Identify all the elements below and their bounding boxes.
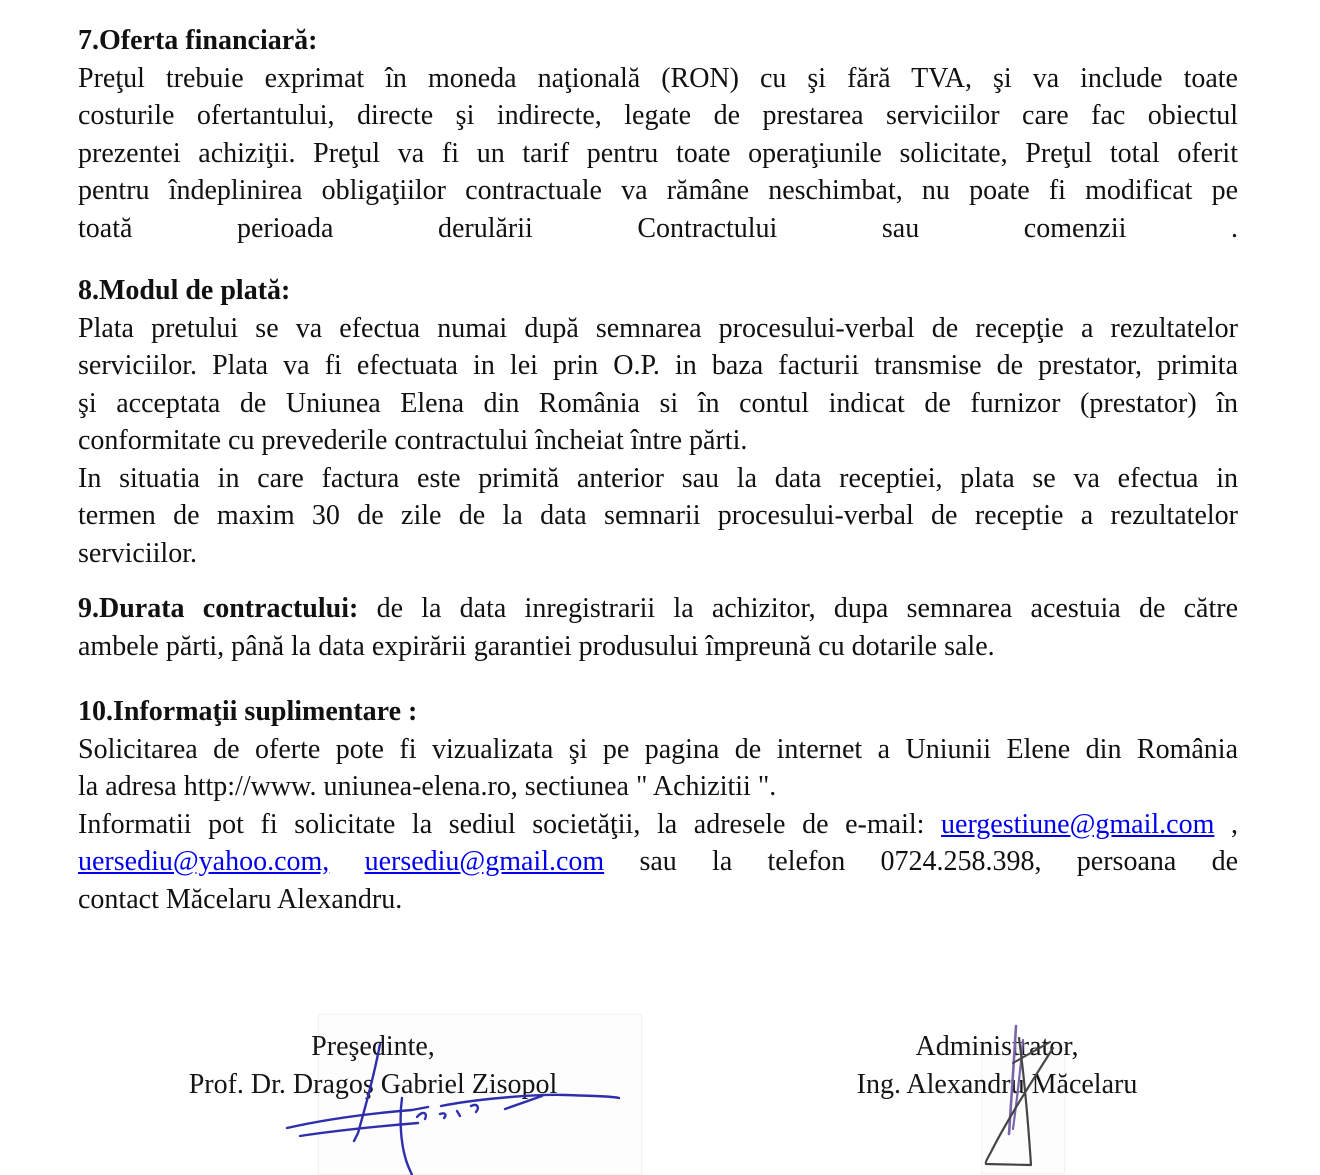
- text-run: sau la telefon 0724.258.398, persoana de: [604, 846, 1238, 877]
- text-line: serviciilor.: [78, 537, 197, 569]
- section-10-heading: 10.Informaţii suplimentare :: [78, 696, 418, 727]
- text-line: contact Măcelaru Alexandru.: [78, 883, 403, 915]
- section-contract-duration: [78, 590, 1238, 665]
- section-8-heading: 8.Modul de plată:: [78, 275, 291, 306]
- email-link-uergestiune[interactable]: uergestiune@gmail.com: [941, 808, 1215, 840]
- text-line: la adresa http://www. uniunea-elena.ro, sectiunea " Achizitii ".: [78, 771, 777, 802]
- text-line: pentru îndeplinirea obligaţiilor contractuale va rămâne neschimbat, nu poate fi modificat pe: [78, 175, 1238, 206]
- email-link-uersediu-yahoo[interactable]: uersediu@yahoo.com,: [78, 846, 330, 877]
- text-run: Informatii pot fi solicitate la sediul societăţii, la adresele de e-mail:: [78, 808, 942, 840]
- signature-block-president: [163, 1028, 583, 1104]
- section-financial-offer: [78, 22, 1238, 247]
- section-9-heading: 9.Durata contractului:: [78, 593, 359, 624]
- text-line: ambele părti, până la data expirării garantiei produsului împreună cu dotarile sale.: [78, 630, 995, 662]
- section-additional-info: [78, 693, 1238, 918]
- text-run: de la data inregistrarii la achizitor, dupa semnarea acestuia de către: [358, 593, 1238, 624]
- document-body: [78, 22, 1238, 918]
- text-line: toată perioada derulării Contractului sau comenzii .: [78, 212, 1238, 244]
- signature-name: Prof. Dr. Dragoş Gabriel Zisopol: [188, 1069, 558, 1100]
- text-line: prezentei achiziţii. Preţul va fi un tarif pentru toate operaţiunile solicitate, Preţul total oferit: [78, 137, 1238, 169]
- signature-block-administrator: [787, 1028, 1207, 1104]
- text-line: şi acceptata de Uniunea Elena din România si în contul indicat de furnizor (prestator) în: [78, 387, 1238, 419]
- text-line: Solicitarea de oferte pote fi vizualizata şi pe pagina de internet a Uniunii Elene din România: [78, 733, 1238, 765]
- signature-role: Preşedinte,: [311, 1031, 435, 1062]
- section-7-heading: 7.Oferta financiară:: [78, 25, 318, 56]
- section-payment-method: [78, 272, 1238, 572]
- text-run: ,: [1214, 808, 1238, 840]
- text-line: Preţul trebuie exprimat în moneda naţională (RON) cu şi fără TVA, şi va include toate: [78, 62, 1238, 94]
- text-line: [78, 806, 1238, 844]
- text-line: termen de maxim 30 de zile de la data semnarii procesului-verbal de receptie a rezultatelor: [78, 500, 1238, 531]
- text-line: Plata pretului se va efectua numai după semnarea procesului-verbal de recepţie a rezultatelor: [78, 312, 1238, 344]
- text-line: conformitate cu prevederile contractului încheiat între părti.: [78, 425, 748, 456]
- text-line: [78, 590, 1238, 628]
- text-line: costurile ofertantului, directe şi indirecte, legate de prestarea serviciilor care fac obiectul: [78, 100, 1238, 131]
- text-line: In situatia in care factura este primită anterior sau la data receptiei, plata se va efectua in: [78, 462, 1238, 494]
- signature-role: Administrator,: [915, 1031, 1079, 1062]
- text-line: serviciilor. Plata va fi efectuata in lei prin O.P. in baza facturii transmise de prestator, primita: [78, 350, 1238, 381]
- text-line: [78, 843, 1238, 881]
- email-link-uersediu-gmail[interactable]: uersediu@gmail.com: [364, 846, 605, 877]
- signature-name: Ing. Alexandru Măcelaru: [856, 1069, 1138, 1100]
